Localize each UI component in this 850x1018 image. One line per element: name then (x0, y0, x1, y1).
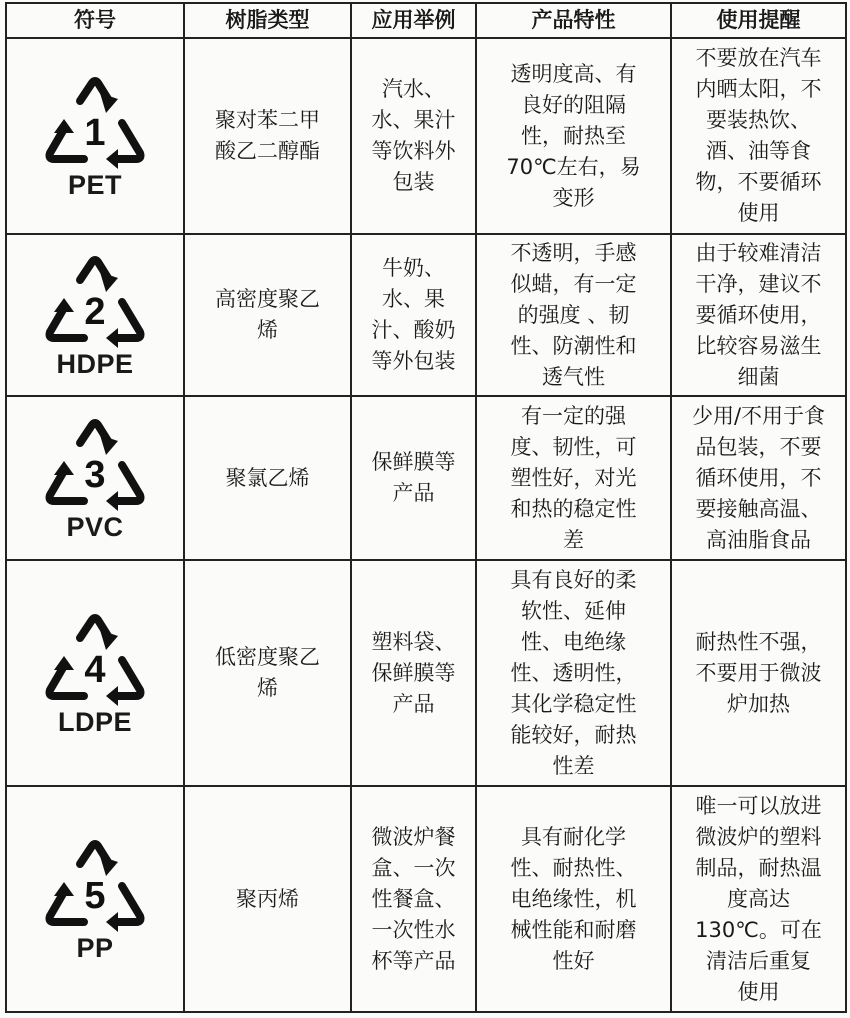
application-cell: 汽水、 水、果汁 等饮料外 包装 (351, 38, 476, 234)
table-row (6, 396, 846, 560)
reminder-cell: 少用/不用于食 品包装，不要 循环使用，不 要接触高温、 高油脂食品 (671, 396, 846, 560)
table-row (6, 234, 846, 396)
header-application: 应用举例 (351, 3, 476, 38)
reminder-cell: 不要放在汽车 内晒太阳，不 要装热饮、 酒、油等食 物，不要循环 使用 (671, 38, 846, 234)
table-row (6, 786, 846, 1012)
resin-number: 2 (84, 291, 106, 333)
header-properties: 产品特性 (476, 3, 671, 38)
resin-number: 1 (84, 112, 106, 154)
resin-type-cell: 聚氯乙烯 (184, 396, 351, 560)
application-cell: 保鲜膜等 产品 (351, 396, 476, 560)
resin-number: 5 (84, 875, 106, 917)
table-row (6, 560, 846, 786)
resin-code: PVC (66, 512, 124, 542)
resin-code: PET (67, 170, 122, 200)
recycle-triangle-icon (40, 73, 150, 171)
symbol-cell (6, 786, 184, 1012)
recycle-triangle-icon (40, 415, 150, 513)
resin-number: 3 (84, 454, 106, 496)
header-reminder: 使用提醒 (671, 3, 846, 38)
resin-type-cell: 聚丙烯 (184, 786, 351, 1012)
recycle-triangle-icon (40, 252, 150, 350)
resin-type-cell: 聚对苯二甲 酸乙二醇酯 (184, 38, 351, 234)
resin-type-cell: 高密度聚乙 烯 (184, 234, 351, 396)
application-cell: 牛奶、 水、果 汁、酸奶 等外包装 (351, 234, 476, 396)
symbol-cell (6, 560, 184, 786)
properties-cell: 不透明，手感 似蜡，有一定 的强度 、韧 性、防潮性和 透气性 (476, 234, 671, 396)
resin-code: HDPE (56, 349, 134, 379)
table-header-row (6, 3, 846, 38)
symbol-cell (6, 234, 184, 396)
header-resin-type: 树脂类型 (184, 3, 351, 38)
properties-cell: 具有耐化学 性、耐热性、 电绝缘性，机 械性能和耐磨 性好 (476, 786, 671, 1012)
reminder-cell: 耐热性不强， 不要用于微波 炉加热 (671, 560, 846, 786)
properties-cell: 具有良好的柔 软性、延伸 性、电绝缘 性、透明性， 其化学稳定性 能较好，耐热 性差 (476, 560, 671, 786)
table-row (6, 38, 846, 234)
recycle-triangle-icon (40, 610, 150, 708)
properties-cell: 有一定的强 度、韧性，可 塑性好，对光 和热的稳定性 差 (476, 396, 671, 560)
reminder-cell: 由于较难清洁 干净，建议不 要循环使用， 比较容易滋生 细菌 (671, 234, 846, 396)
reminder-cell: 唯一可以放进 微波炉的塑料 制品，耐热温 度高达 130℃。可在 清洁后重复 使用 (671, 786, 846, 1012)
plastic-codes-table (5, 2, 847, 1013)
resin-code: PP (76, 933, 114, 963)
properties-cell: 透明度高、有 良好的阻隔 性，耐热至 70℃左右，易 变形 (476, 38, 671, 234)
resin-code: LDPE (57, 707, 132, 737)
symbol-cell (6, 38, 184, 234)
resin-type-cell: 低密度聚乙 烯 (184, 560, 351, 786)
resin-number: 4 (84, 649, 106, 691)
recycle-triangle-icon (40, 836, 150, 934)
header-symbol: 符号 (6, 3, 184, 38)
symbol-cell (6, 396, 184, 560)
application-cell: 塑料袋、 保鲜膜等 产品 (351, 560, 476, 786)
application-cell: 微波炉餐 盒、一次 性餐盒、 一次性水 杯等产品 (351, 786, 476, 1012)
